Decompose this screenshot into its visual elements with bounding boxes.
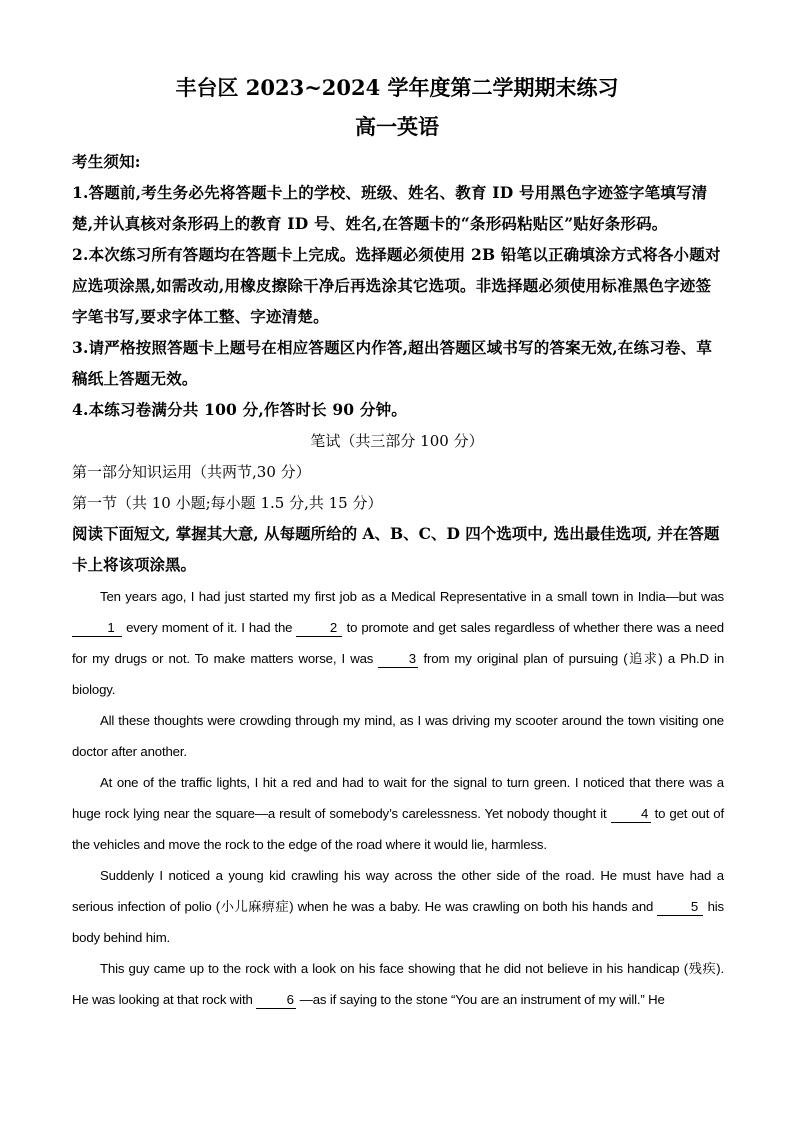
blank-3: 3 (378, 651, 418, 668)
exam-title: 丰台区 2023~2024 学年度第二学期期末练习 (175, 75, 619, 100)
notice-item: 1.答题前,考生务必先将答题卡上的学校、班级、姓名、教育 ID 号用黑色字迹签字笔填写清楚,并认真核对条形码上的教育 ID 号、姓名,在答题卡的“条形码粘贴区”贴好条形码。 (72, 183, 708, 233)
notice-block (72, 146, 724, 425)
notice-heading: 考生须知: (72, 152, 141, 171)
passage-paragraph: This guy came up to the rock with a look on his face showing that he did not believe in his handicap (残疾). He was looking at that rock with 6 —as if saying to the stone “You are an instrument of my will.” He (72, 961, 724, 1007)
notice-item: 3.请严格按照答题卡上题号在相应答题区内作答,超出答题区域书写的答案无效,在练习卷、草稿纸上答题无效。 (72, 338, 713, 388)
passage-paragraph: All these thoughts were crowding through my mind, as I was driving my scooter around the town visiting one doctor after another. (72, 713, 724, 759)
blank-5: 5 (657, 899, 703, 916)
exam-subtitle: 高一英语 (355, 114, 439, 139)
notice-item: 4.本练习卷满分共 100 分,作答时长 90 分钟。 (72, 400, 407, 419)
written-test-heading: 笔试（共三部分 100 分） (310, 432, 484, 450)
section-instructions: 阅读下面短文, 掌握其大意, 从每题所给的 A、B、C、D 四个选项中, 选出最佳选项, 并在答题卡上将该项涂黑。 (72, 524, 720, 574)
passage-paragraph: Suddenly I noticed a young kid crawling his way across the other side of the road. He must have had a serious infection of polio (小儿麻痹症) when he was a baby. He was crawling on both his hands and 5 his body behind him. (72, 868, 724, 945)
section-one-heading: 第一节（共 10 小题;每小题 1.5 分,共 15 分） (72, 494, 383, 512)
blank-1: 1 (72, 620, 122, 637)
notice-item: 2.本次练习所有答题均在答题卡上完成。选择题必须使用 2B 铅笔以正确填涂方式将各小题对应选项涂黑,如需改动,用橡皮擦除干净后再选涂其它选项。非选择题必须使用标准黑色字迹签字笔书写,要求字体工整、字迹清楚。 (72, 245, 721, 326)
blank-2: 2 (296, 620, 342, 637)
blank-6: 6 (256, 992, 296, 1009)
reading-passage (72, 581, 724, 1015)
passage-paragraph: Ten years ago, I had just started my first job as a Medical Representative in a small town in India—but was 1 every moment of it. I had the 2 to promote and get sales regardless of whether there was a need for my drugs or not. To make matters worse, I was 3 from my original plan of pursuing (追求) a Ph.D in biology. (72, 589, 724, 697)
blank-4: 4 (611, 806, 651, 823)
passage-paragraph: At one of the traffic lights, I hit a red and had to wait for the signal to turn green. I noticed that there was a huge rock lying near the square—a result of somebody’s carelessness. Yet nobody thought it 4 to get out of the vehicles and move the rock to the edge of the road where it would lie, harmless. (72, 775, 724, 852)
part-one-heading: 第一部分知识运用（共两节,30 分） (72, 463, 311, 481)
